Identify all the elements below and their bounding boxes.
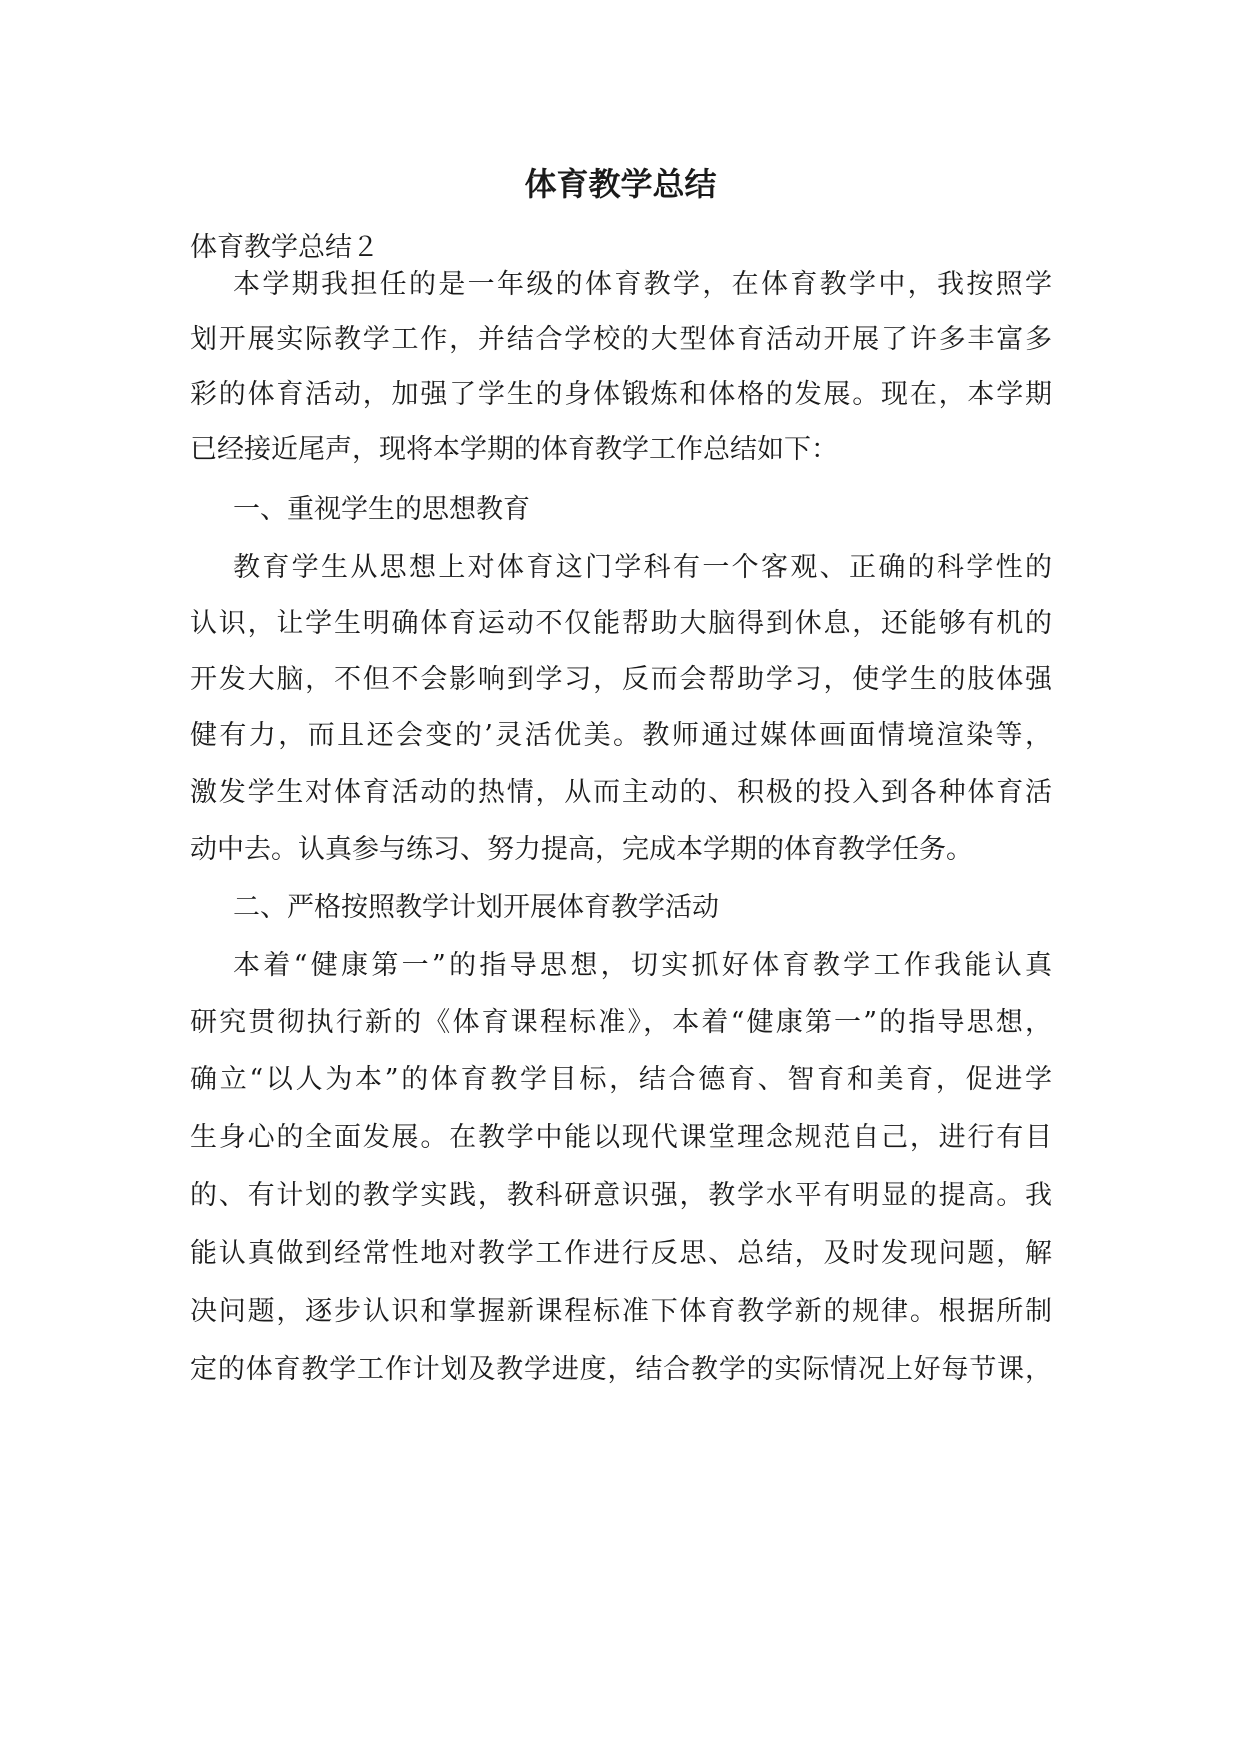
- section-heading: 一、重视学生的思想教育: [233, 494, 530, 525]
- paragraph-line: 的、有计划的教学实践，教科研意识强，教学水平有明显的提高。我: [190, 1180, 1052, 1211]
- paragraph-line: 开发大脑，不但不会影响到学习，反而会帮助学习，使学生的肢体强: [190, 664, 1052, 695]
- paragraph-line: 认识，让学生明确体育运动不仅能帮助大脑得到休息，还能够有机的: [190, 608, 1052, 639]
- paragraph-line: 研究贯彻执行新的《体育课程标准》，本着“健康第一”的指导思想，: [190, 1007, 1052, 1038]
- document-subtitle: 体育教学总结２: [190, 232, 379, 263]
- paragraph-line: 确立“以人为本”的体育教学目标，结合德育、智育和美育，促进学: [190, 1064, 1052, 1095]
- paragraph-line: 动中去。认真参与练习、努力提高，完成本学期的体育教学任务。: [190, 834, 973, 865]
- paragraph-line: 教育学生从思想上对体育这门学科有一个客观、正确的科学性的: [233, 552, 1052, 583]
- document-title: 体育教学总结: [524, 165, 717, 203]
- paragraph-line: 本着“健康第一”的指导思想，切实抓好体育教学工作我能认真: [233, 950, 1052, 981]
- paragraph-line: 能认真做到经常性地对教学工作进行反思、总结，及时发现问题，解: [190, 1238, 1052, 1269]
- paragraph-line: 本学期我担任的是一年级的体育教学，在体育教学中，我按照学: [233, 269, 1052, 300]
- paragraph-line: 健有力，而且还会变的’灵活优美。教师通过媒体画面情境渲染等，: [190, 720, 1052, 751]
- paragraph-line: 已经接近尾声，现将本学期的体育教学工作总结如下：: [190, 434, 838, 465]
- paragraph-line: 激发学生对体育活动的热情，从而主动的、积极的投入到各种体育活: [190, 777, 1052, 808]
- section-heading: 二、严格按照教学计划开展体育教学活动: [233, 892, 719, 923]
- paragraph-line: 彩的体育活动，加强了学生的身体锻炼和体格的发展。现在，本学期: [190, 379, 1052, 410]
- paragraph-line: 生身心的全面发展。在教学中能以现代课堂理念规范自己，进行有目: [190, 1122, 1052, 1153]
- paragraph-line: 定的体育教学工作计划及教学进度，结合教学的实际情况上好每节课，: [190, 1354, 1052, 1385]
- paragraph-line: 划开展实际教学工作，并结合学校的大型体育活动开展了许多丰富多: [190, 324, 1052, 355]
- paragraph-line: 决问题，逐步认识和掌握新课程标准下体育教学新的规律。根据所制: [190, 1296, 1052, 1327]
